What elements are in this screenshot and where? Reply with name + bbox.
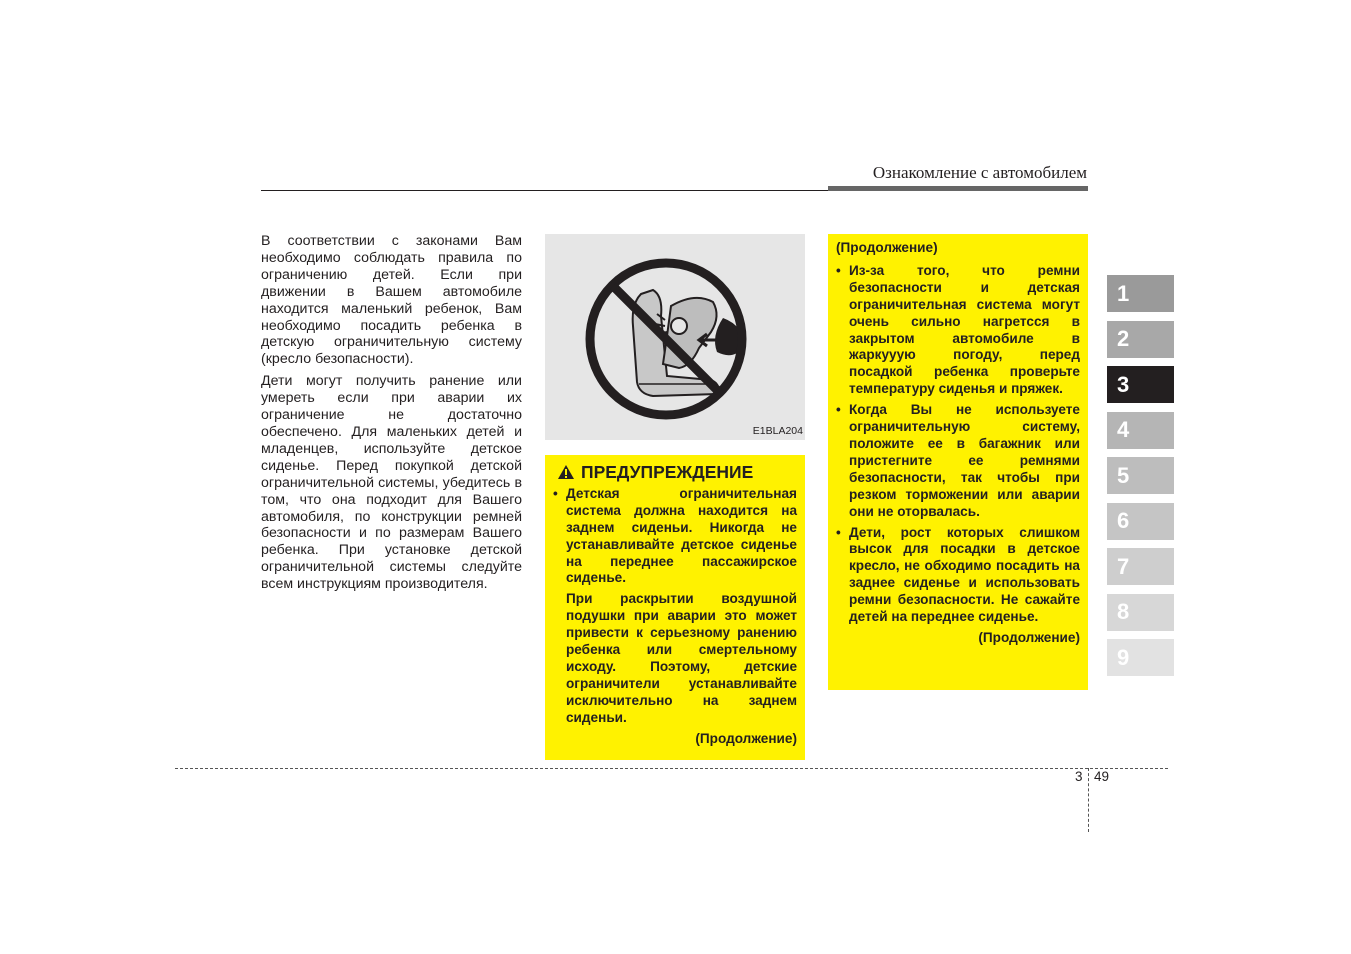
warning-list — [553, 486, 797, 587]
chapter-tab-4[interactable] — [1107, 412, 1174, 449]
chapter-tab-label: 7 — [1117, 553, 1130, 579]
chapter-tab-label: 6 — [1117, 508, 1130, 533]
continued-label: (Продолжение) — [695, 730, 797, 746]
paragraph: Дети могут получить ранение или умереть если при аварии их ограничение не достаточно обеспечено. Для маленьких детей и младенцев, используйте детское сиденье. Перед покупкой детской ограничительной системы, убедитесь в том, что она подходит для Вашего автомобиля, по конструкции ремней безопасности и по размерам Вашего ребенка. При установке детской ограничительной системы следуйте всем инструкциям производителя. — [261, 373, 522, 593]
header-rule-thick — [828, 186, 1088, 191]
warning-heading — [557, 464, 797, 481]
illustration — [545, 234, 805, 440]
chapter-tab-label: 2 — [1117, 326, 1130, 351]
page-number-divider — [1088, 768, 1089, 832]
page-title: Ознакомление с автомобилем — [872, 163, 1087, 182]
chapter-tab-label: 5 — [1117, 462, 1130, 488]
chapter-tab-7[interactable] — [1107, 548, 1174, 585]
chapter-tab-5[interactable] — [1107, 457, 1174, 494]
chapter-tab-label: 3 — [1117, 371, 1130, 397]
chapter-tabs — [1107, 275, 1174, 685]
list-item: • Дети, рост которых слишком высок для посадки в детское кресло, не обходимо посадить на заднее сиденье и использовать ремни безопасности. Не сажайте детей на переднее сиденье. — [836, 525, 1080, 626]
no-child-seat-front-airbag-icon — [583, 256, 749, 422]
continuation-list — [836, 263, 1080, 626]
figure-code: E1BLA204 — [752, 425, 803, 437]
warning-triangle-icon — [557, 464, 575, 480]
list-item: • Из-за того, что ремни безопасности и детская ограничительная система могут очень сильно нагретсся в закрытом автомобиле в жаркууую погоду, перед посадкой ребенка проверьте температуру сиденья и пряжек. — [836, 263, 1080, 398]
continuation-head: (Продолжение) — [836, 240, 938, 255]
chapter-tab-2[interactable] — [1107, 321, 1174, 358]
paragraph: В соответствии с законами Вам необходимо соблюдать правила по ограничению детей. Если при движении в Вашем автомобиле находится маленький ребенок, Вам необходимо посадить ребенка в детскую ограничительную систему (кресло безопасности). — [261, 233, 522, 368]
chapter-tab-9[interactable] — [1107, 639, 1174, 676]
list-item: • Когда Вы не используете ограничительную систему, положите ее в багажник или пристегните ее ремнями безопасности, так чтобы при резком торможении или аварии они не оторвалась. — [836, 402, 1080, 520]
chapter-tab-label: 8 — [1117, 599, 1130, 624]
chapter-tab-8[interactable] — [1107, 594, 1174, 631]
warning-box — [545, 455, 805, 760]
header-rule — [261, 190, 828, 191]
page-chapter: 3 — [1075, 769, 1083, 784]
continued-label: (Продолжение) — [978, 629, 1080, 645]
warning-continuation-box — [828, 234, 1088, 690]
page-number: 49 — [1094, 769, 1110, 784]
chapter-tab-3[interactable] — [1107, 366, 1174, 403]
footer-divider — [175, 768, 1168, 769]
chapter-tab-1[interactable] — [1107, 275, 1174, 312]
chapter-tab-label: 9 — [1117, 644, 1130, 670]
chapter-tab-6[interactable] — [1107, 503, 1174, 540]
body-text — [261, 233, 522, 598]
warning-title: ПРЕДУПРЕЖДЕНИЕ — [581, 462, 754, 482]
list-item: • Детская ограничительная система должна находится на заднем сиденьи. Никогда не устанавливайте детское сиденье на переднее пассажирское сиденье. — [553, 486, 797, 587]
warning-subparagraph: При раскрытии воздушной подушки при аварии это может привести к серьезному ранению ребенка или смертельному исходу. Поэтому, детские ограничители устанавливайте исключительно на заднем сиденьи. — [566, 591, 797, 725]
chapter-tab-label: 4 — [1117, 417, 1130, 442]
chapter-tab-label: 1 — [1117, 280, 1130, 306]
